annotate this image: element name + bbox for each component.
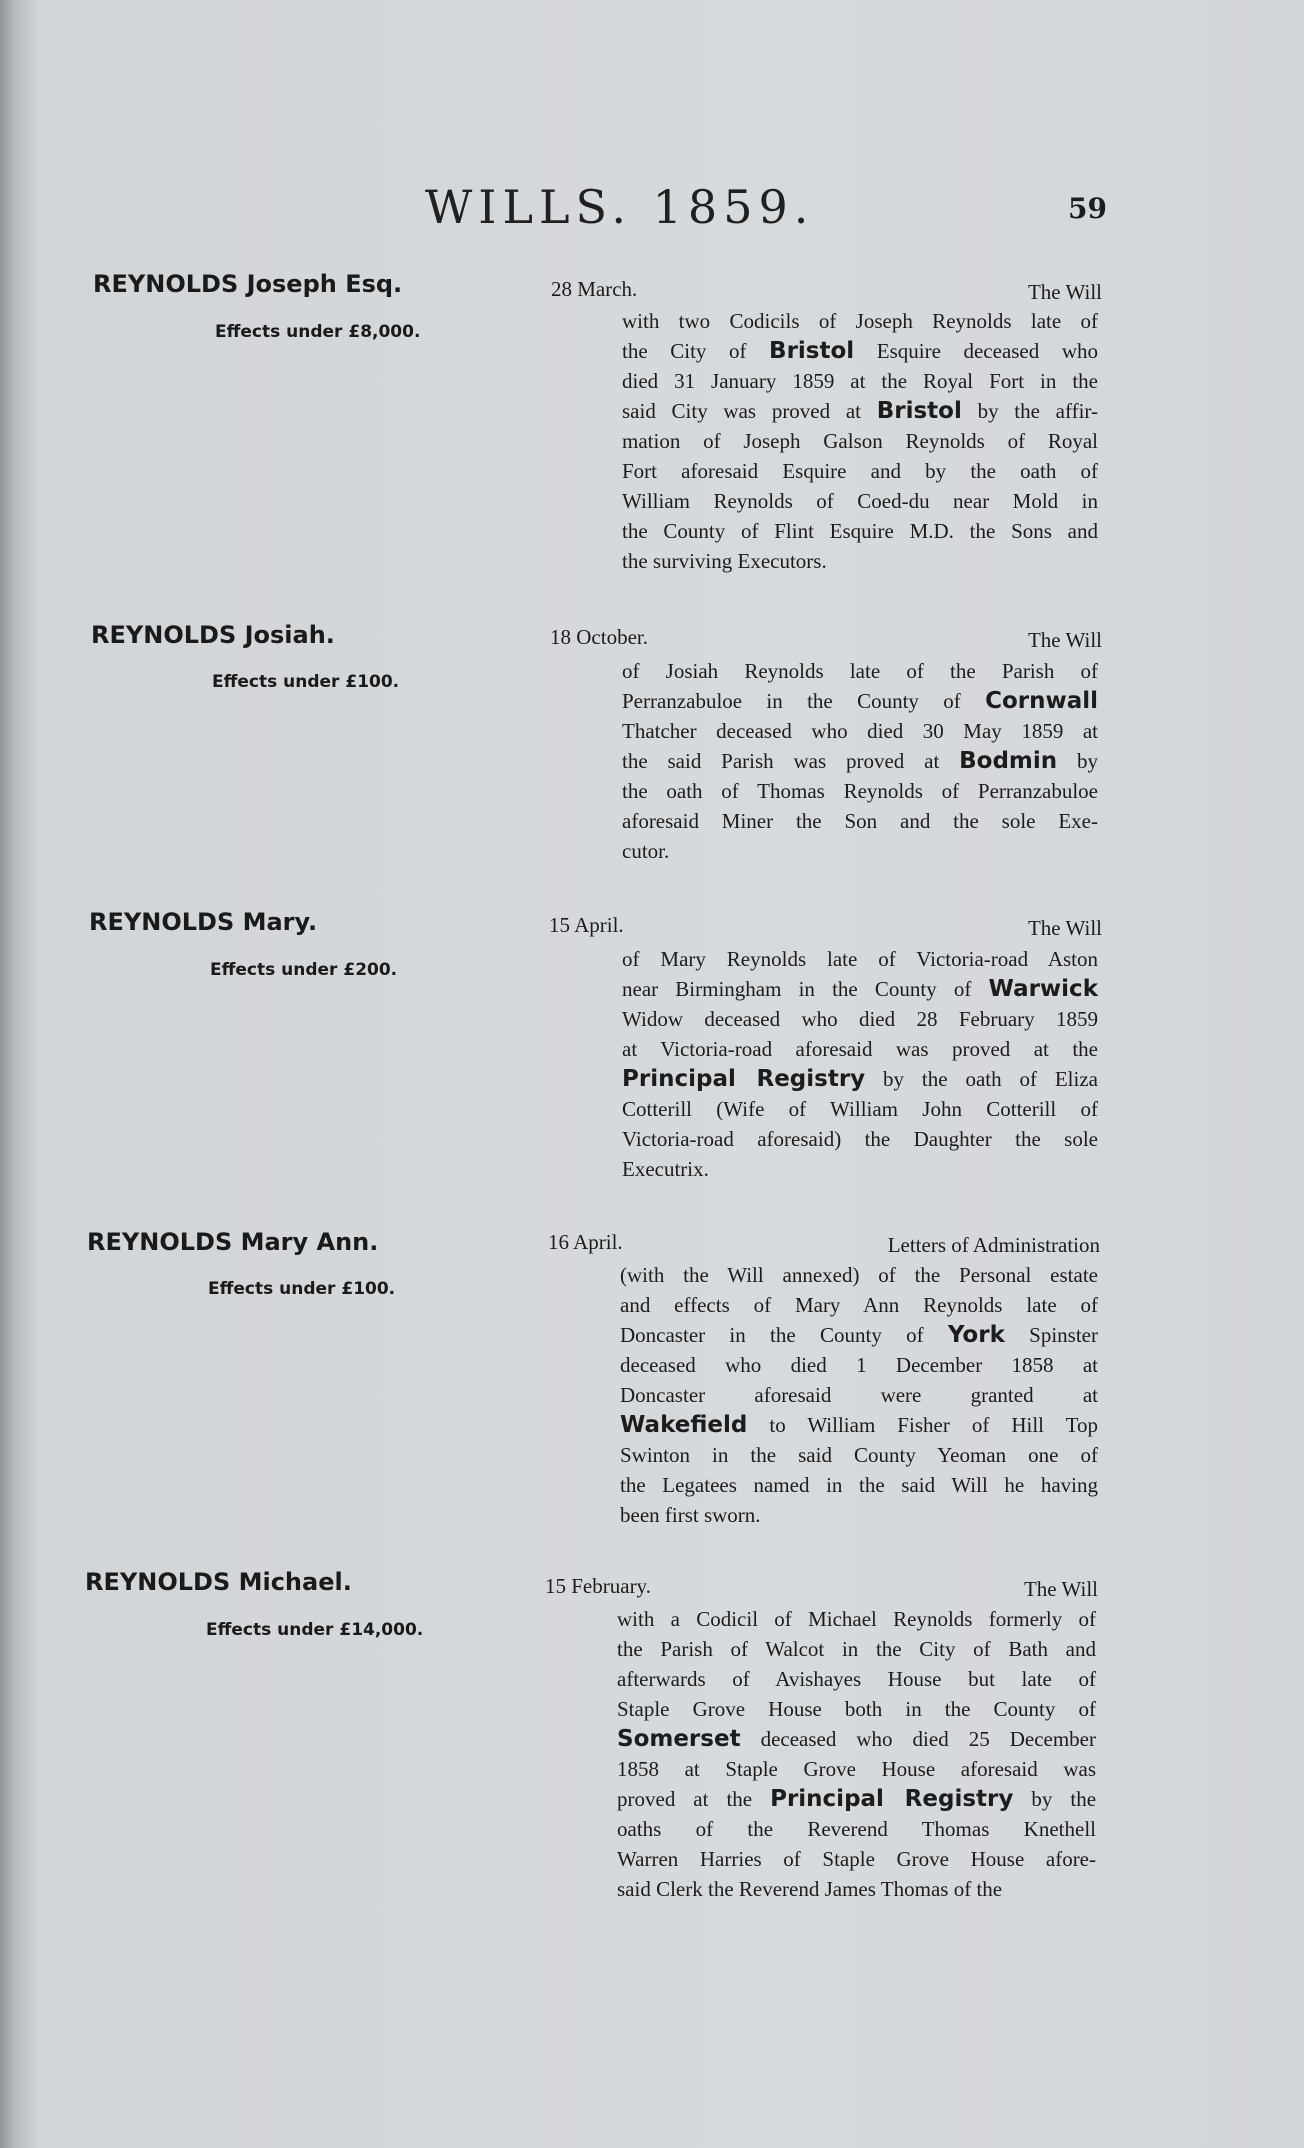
entry-text-line: and effects of Mary Ann Reynolds late of xyxy=(620,1293,1098,1317)
entry-text-line: deceased who died 1 December 1858 at xyxy=(620,1353,1098,1377)
entry-grant-type: The Will xyxy=(1027,280,1102,304)
place-name: Principal Registry xyxy=(770,1786,1014,1812)
entry-text-line: William Reynolds of Coed-du near Mold in xyxy=(622,489,1098,513)
entry-text-line: (with the Will annexed) of the Personal estate xyxy=(620,1263,1098,1287)
entry-text-line: Executrix. xyxy=(622,1157,709,1181)
entry-text-line: of Josiah Reynolds late of the Parish of xyxy=(622,659,1098,683)
entry-body xyxy=(622,656,1098,866)
entry-text-line: Fort aforesaid Esquire and by the oath of xyxy=(622,459,1098,483)
entry-text-line: the City of Bristol Esquire deceased who xyxy=(622,338,1098,364)
entry-text-line: Victoria-road aforesaid) the Daughter the sole xyxy=(622,1127,1098,1151)
entry-text-line: at Victoria-road aforesaid was proved at the xyxy=(622,1037,1098,1061)
entry-text-line: the said Parish was proved at Bodmin by xyxy=(622,748,1098,774)
entry-text-line: Widow deceased who died 28 February 1859 xyxy=(622,1007,1098,1031)
entry-text-line: Somerset deceased who died 25 December xyxy=(617,1726,1096,1752)
entry-text-line: Staple Grove House both in the County of xyxy=(617,1697,1096,1721)
entry-name: REYNOLDS Joseph Esq. xyxy=(93,270,403,298)
entry-text-line: Swinton in the said County Yeoman one of xyxy=(620,1443,1098,1467)
entry-date: 18 October. xyxy=(550,625,648,649)
entry-text-line: the oath of Thomas Reynolds of Perranzabuloe xyxy=(622,779,1098,803)
entry-date: 16 April. xyxy=(548,1230,623,1254)
entry-effects: Effects under £14,000. xyxy=(206,1620,424,1640)
entry-text-line: the County of Flint Esquire M.D. the Sons and xyxy=(622,519,1098,543)
place-name: Bristol xyxy=(876,398,962,424)
entry-grant-type: Letters of Administration xyxy=(887,1233,1100,1257)
place-name: Wakefield xyxy=(620,1412,748,1438)
entry-grant-type: The Will xyxy=(1023,1577,1098,1601)
entry-text-line: Doncaster aforesaid were granted at xyxy=(620,1383,1098,1407)
place-name: Principal Registry xyxy=(622,1066,866,1092)
page-title: WILLS. 1859. xyxy=(425,180,815,234)
entry-text-line: said City was proved at Bristol by the affir- xyxy=(622,398,1098,424)
place-name: Cornwall xyxy=(985,688,1098,714)
entry-grant-type: The Will xyxy=(1027,628,1102,652)
entry-text-line: Principal Registry by the oath of Eliza xyxy=(622,1066,1098,1092)
entry-text-line: Perranzabuloe in the County of Cornwall xyxy=(622,688,1098,714)
entry-text-line: Doncaster in the County of York Spinster xyxy=(620,1322,1098,1348)
entry-text-line: oaths of the Reverend Thomas Knethell xyxy=(617,1817,1096,1841)
entry-grant-type: The Will xyxy=(1027,916,1102,940)
entry-text-line: the surviving Executors. xyxy=(622,549,827,573)
entry-name: REYNOLDS Michael. xyxy=(85,1568,352,1596)
entry-date: 15 April. xyxy=(549,913,624,937)
entry-effects: Effects under £8,000. xyxy=(215,322,421,342)
entry-text-line: near Birmingham in the County of Warwick xyxy=(622,976,1098,1002)
entry-text-line: afterwards of Avishayes House but late of xyxy=(617,1667,1096,1691)
entry-text-line: 1858 at Staple Grove House aforesaid was xyxy=(617,1757,1096,1781)
entry-text-line: with a Codicil of Michael Reynolds formerly of xyxy=(617,1607,1096,1631)
entry-text-line: the Legatees named in the said Will he having xyxy=(620,1473,1098,1497)
entry-text-line: Cotterill (Wife of William John Cotterill of xyxy=(622,1097,1098,1121)
entry-effects: Effects under £100. xyxy=(208,1279,396,1299)
entry-text-line: been first sworn. xyxy=(620,1503,761,1527)
entry-name: REYNOLDS Josiah. xyxy=(91,621,335,649)
entry-text-line: proved at the Principal Registry by the xyxy=(617,1786,1097,1812)
entry-text-line: died 31 January 1859 at the Royal Fort in the xyxy=(622,369,1098,393)
entry-text-line: of Mary Reynolds late of Victoria-road Aston xyxy=(622,947,1098,971)
entry-text-line: with two Codicils of Joseph Reynolds late of xyxy=(622,309,1098,333)
place-name: Bristol xyxy=(769,338,855,364)
entry-name: REYNOLDS Mary Ann. xyxy=(87,1228,379,1256)
entry-text-line: aforesaid Miner the Son and the sole Exe- xyxy=(622,809,1098,833)
entry-body xyxy=(617,1604,1096,1904)
entry-date: 28 March. xyxy=(551,277,638,301)
place-name: Warwick xyxy=(988,976,1098,1002)
place-name: Somerset xyxy=(617,1726,741,1752)
place-name: York xyxy=(947,1322,1005,1348)
entry-text-line: said Clerk the Reverend James Thomas of the xyxy=(617,1877,1003,1901)
entry-effects: Effects under £100. xyxy=(212,672,400,692)
entry-text-line: Thatcher deceased who died 30 May 1859 at xyxy=(622,719,1098,743)
entry-text-line: the Parish of Walcot in the City of Bath and xyxy=(617,1637,1096,1661)
entry-text-line: cutor. xyxy=(622,839,670,863)
entry-body xyxy=(620,1260,1098,1530)
entry-name: REYNOLDS Mary. xyxy=(89,908,318,936)
entry-body xyxy=(622,944,1098,1184)
entry-body xyxy=(622,306,1098,576)
page-number: 59 xyxy=(1068,192,1107,225)
place-name: Bodmin xyxy=(959,748,1058,774)
entry-effects: Effects under £200. xyxy=(210,960,398,980)
entry-text-line: mation of Joseph Galson Reynolds of Royal xyxy=(622,429,1098,453)
entry-date: 15 February. xyxy=(545,1574,651,1598)
entry-text-line: Wakefield to William Fisher of Hill Top xyxy=(620,1412,1098,1438)
entry-text-line: Warren Harries of Staple Grove House afore- xyxy=(617,1847,1096,1871)
